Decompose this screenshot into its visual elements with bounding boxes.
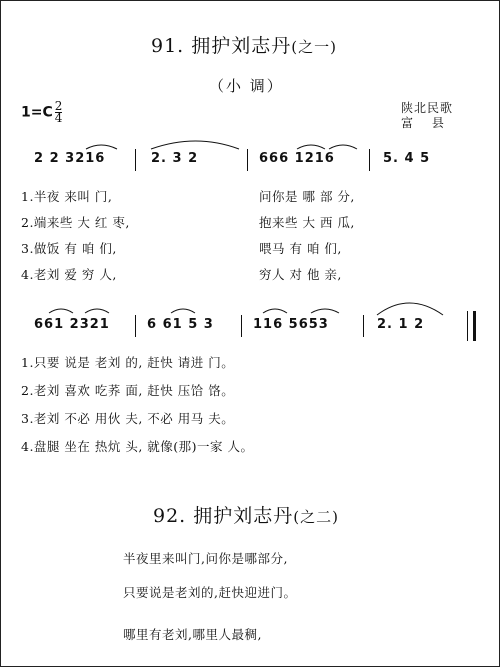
source-line-1: 陕北民歌	[401, 101, 454, 115]
song2-line-2: 只要说是老刘的,赶快迎进门。	[123, 585, 297, 600]
lyric-1-4a: 4.老刘 爱 穷 人,	[21, 267, 117, 282]
lyric-2-1: 1.只要 说是 老刘 的, 赶快 请进 门。	[21, 355, 235, 370]
measure-2-1: 661 2321	[34, 317, 110, 332]
lyric-1-1b: 问你是 哪 部 分,	[259, 189, 355, 204]
lyric-1-3a: 3.做饭 有 咱 们,	[21, 241, 117, 256]
slur-marks-row-2	[1, 293, 500, 319]
song1-genre: （小 调）	[209, 77, 284, 95]
lyric-1-2b: 抱来些 大 西 瓜,	[259, 215, 355, 230]
lyric-1-3b: 喂马 有 咱 们,	[259, 241, 342, 256]
measure-2-4: 2. 1 2	[377, 317, 425, 332]
song2-title	[153, 501, 339, 528]
time-signature	[55, 101, 63, 124]
lyric-2-4: 4.盘腿 坐在 热炕 头, 就像(那)一家 人。	[21, 439, 254, 454]
song1-title-main: 91. 拥护刘志丹	[151, 35, 292, 57]
song1-title-sub: (之一)	[291, 38, 337, 56]
lyric-1-4b: 穷人 对 他 亲,	[259, 267, 342, 282]
measure-2-2: 6 61 5 3	[147, 317, 214, 332]
measure-1-3: 666 1216	[259, 151, 335, 166]
measure-1-1: 2 2 3216	[34, 151, 106, 166]
song2-title-sub: (之二)	[293, 508, 339, 526]
song2-line-3: 哪里有老刘,哪里人最稠,	[123, 627, 262, 642]
measure-1-2: 2. 3 2	[151, 151, 199, 166]
lyric-1-2a: 2.端来些 大 红 枣,	[21, 215, 130, 230]
song2-line-1: 半夜里来叫门,问你是哪部分,	[123, 551, 288, 566]
key-signature	[21, 101, 62, 124]
time-signature-bottom: 4	[54, 111, 63, 125]
measure-1-4: 5. 4 5	[383, 151, 431, 166]
measure-2-3: 116 5653	[253, 317, 329, 332]
source-line-2: 富 县	[401, 116, 445, 130]
song2-title-main: 92. 拥护刘志丹	[153, 505, 294, 527]
song-source	[401, 101, 453, 131]
lyric-1-1a: 1.半夜 来叫 门,	[21, 189, 113, 204]
slur-marks-row-1	[1, 131, 500, 155]
lyric-2-3: 3.老刘 不必 用伙 夫, 不必 用马 夫。	[21, 411, 235, 426]
time-signature-top: 2	[54, 99, 63, 113]
song1-title	[151, 31, 337, 58]
key-label: 1=C	[21, 104, 53, 121]
lyric-2-2: 2.老刘 喜欢 吃荞 面, 赶快 压饸 饹。	[21, 383, 235, 398]
